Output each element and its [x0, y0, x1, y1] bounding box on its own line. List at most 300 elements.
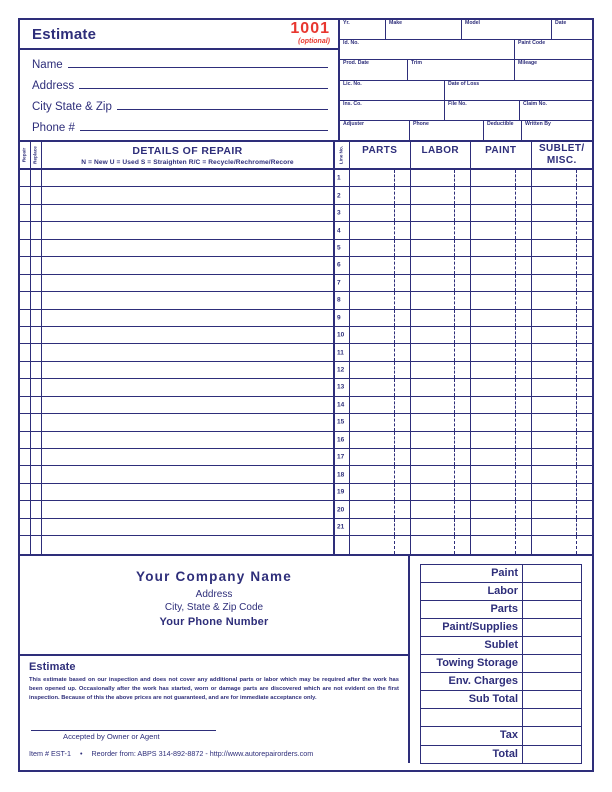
totals-row-paint [421, 565, 581, 583]
cell-details-of-repair[interactable] [42, 222, 335, 238]
line-number-label: 18 [337, 471, 345, 479]
cell-replace-checkbox[interactable] [31, 240, 42, 256]
terms-title: Estimate [29, 660, 76, 673]
cell-details-of-repair[interactable] [42, 362, 335, 378]
vehicle-info-row [340, 60, 592, 80]
cell-repair-checkbox[interactable] [20, 414, 31, 430]
cell-parts-amount[interactable] [350, 344, 411, 360]
cell-paint-amount[interactable] [471, 187, 532, 203]
cell-parts-amount[interactable] [350, 501, 411, 517]
cell-paint-amount[interactable] [471, 519, 532, 535]
cell-line-number [335, 432, 350, 448]
customer-field-city-state-zip-input[interactable] [117, 96, 328, 110]
totals-value-tax[interactable] [523, 727, 581, 744]
cell-parts-amount[interactable] [350, 170, 411, 186]
cell-details-of-repair[interactable] [42, 292, 335, 308]
cents-divider [576, 257, 577, 273]
cents-divider [576, 327, 577, 343]
cents-divider [394, 484, 395, 500]
cell-labor-amount[interactable] [411, 327, 472, 343]
cell-labor-amount[interactable] [411, 362, 472, 378]
cell-details-of-repair[interactable] [42, 432, 335, 448]
cell-labor-amount[interactable] [411, 257, 472, 273]
cell-parts-amount[interactable] [350, 484, 411, 500]
table-row[interactable] [20, 310, 592, 327]
cents-divider [576, 379, 577, 395]
cell-replace-checkbox[interactable] [31, 170, 42, 186]
cell-parts-amount[interactable] [350, 536, 411, 553]
cell-details-of-repair[interactable] [42, 536, 335, 553]
cell-replace-checkbox[interactable] [31, 414, 42, 430]
cell-parts-amount[interactable] [350, 187, 411, 203]
cell-sublet-misc-amount[interactable] [532, 379, 593, 395]
totals-label-towing-storage: Towing Storage [421, 655, 523, 672]
cents-divider [515, 310, 516, 326]
terms-body: This estimate based on our inspection and does not cover any additional parts or labor which may be required after the work has been opened up. Occasionally after the work has started, worn or damage parts are discovered which are not evident on the first inspection. Because of this the above prices are not guaranteed, and are for immediate acceptance only. [29, 676, 399, 702]
cell-line-number [335, 414, 350, 430]
cell-line-number [335, 222, 350, 238]
cell-details-of-repair[interactable] [42, 519, 335, 535]
cell-details-of-repair[interactable] [42, 170, 335, 186]
table-row[interactable] [20, 484, 592, 501]
cell-labor-amount[interactable] [411, 310, 472, 326]
company-name: Your Company Name [136, 568, 292, 584]
cell-repair-checkbox[interactable] [20, 205, 31, 221]
cell-repair-checkbox[interactable] [20, 222, 31, 238]
totals-value-towing-storage[interactable] [523, 655, 581, 672]
customer-field-phone[interactable] [32, 117, 328, 138]
cell-sublet-misc-amount[interactable] [532, 257, 593, 273]
cell-paint-amount[interactable] [471, 379, 532, 395]
cell-sublet-misc-amount[interactable] [532, 362, 593, 378]
cell-details-of-repair[interactable] [42, 310, 335, 326]
cents-divider [394, 536, 395, 553]
vehicle-field-paint-code[interactable]: Paint Code [518, 40, 546, 47]
cell-repair-checkbox[interactable] [20, 379, 31, 395]
cell-sublet-misc-amount[interactable] [532, 170, 593, 186]
vehicle-field-file-no[interactable]: File No. [445, 101, 520, 120]
column-header-parts-label: PARTS [362, 145, 398, 156]
vehicle-field-phone[interactable]: Phone [410, 121, 484, 140]
cell-replace-checkbox[interactable] [31, 292, 42, 308]
vehicle-field-date-of-loss[interactable]: Date of Loss [448, 80, 480, 87]
vehicle-field-deductible[interactable]: Deductible [484, 121, 522, 140]
cell-labor-amount[interactable] [411, 414, 472, 430]
cell-paint-amount[interactable] [471, 466, 532, 482]
cell-labor-amount[interactable] [411, 222, 472, 238]
cents-divider [576, 205, 577, 221]
customer-field-address[interactable] [32, 75, 328, 96]
customer-section [20, 20, 340, 140]
totals-value-total[interactable] [523, 746, 581, 763]
cell-parts-amount[interactable] [350, 432, 411, 448]
cell-parts-amount[interactable] [350, 275, 411, 291]
footer-item-number: Item # EST-1 [29, 748, 71, 758]
table-row[interactable] [20, 240, 592, 257]
cell-replace-checkbox[interactable] [31, 275, 42, 291]
cell-repair-checkbox[interactable] [20, 187, 31, 203]
cell-repair-checkbox[interactable] [20, 449, 31, 465]
table-row[interactable] [20, 275, 592, 292]
customer-field-phone-input[interactable] [80, 117, 328, 131]
table-row[interactable] [20, 292, 592, 309]
cell-line-number [335, 205, 350, 221]
cell-repair-checkbox[interactable] [20, 519, 31, 535]
cell-replace-checkbox[interactable] [31, 484, 42, 500]
cell-labor-amount[interactable] [411, 292, 472, 308]
cell-repair-checkbox[interactable] [20, 432, 31, 448]
header-section [20, 20, 592, 142]
cents-divider [394, 292, 395, 308]
cell-line-number [335, 484, 350, 500]
cell-details-of-repair[interactable] [42, 344, 335, 360]
cell-sublet-misc-amount[interactable] [532, 449, 593, 465]
company-and-terms [20, 556, 410, 763]
cell-parts-amount[interactable] [350, 362, 411, 378]
details-of-repair-title: DETAILS OF REPAIR [132, 145, 243, 157]
cell-parts-amount[interactable] [350, 292, 411, 308]
table-row[interactable] [20, 519, 592, 536]
cell-repair-checkbox[interactable] [20, 257, 31, 273]
cell-replace-checkbox[interactable] [31, 449, 42, 465]
cents-divider [454, 310, 455, 326]
cell-repair-checkbox[interactable] [20, 536, 31, 553]
table-row[interactable] [20, 432, 592, 449]
cell-sublet-misc-amount[interactable] [532, 310, 593, 326]
cents-divider [576, 466, 577, 482]
totals-label-parts: Parts [421, 601, 523, 618]
cell-repair-checkbox[interactable] [20, 484, 31, 500]
cents-divider [515, 432, 516, 448]
cents-divider [394, 362, 395, 378]
cell-replace-checkbox[interactable] [31, 432, 42, 448]
cell-labor-amount[interactable] [411, 344, 472, 360]
cell-labor-amount[interactable] [411, 501, 472, 517]
customer-field-name-input[interactable] [68, 54, 328, 68]
table-row[interactable] [20, 362, 592, 379]
cell-line-number [335, 257, 350, 273]
cents-divider [515, 484, 516, 500]
vehicle-info-row [340, 101, 592, 121]
cell-details-of-repair[interactable] [42, 240, 335, 256]
totals-value-labor[interactable] [523, 583, 581, 600]
totals-label-tax: Tax [421, 727, 523, 744]
cell-replace-checkbox[interactable] [31, 362, 42, 378]
totals-row-sublet [421, 637, 581, 655]
cell-parts-amount[interactable] [350, 327, 411, 343]
cell-parts-amount[interactable] [350, 257, 411, 273]
cell-sublet-misc-amount[interactable] [532, 484, 593, 500]
totals-row-parts [421, 601, 581, 619]
vehicle-field-id-no[interactable]: Id. No. [340, 40, 515, 59]
cents-divider [576, 519, 577, 535]
vehicle-field-written-by[interactable]: Written By [525, 120, 551, 127]
cell-details-of-repair[interactable] [42, 466, 335, 482]
column-header-parts [350, 142, 411, 168]
cell-paint-amount[interactable] [471, 170, 532, 186]
cell-repair-checkbox[interactable] [20, 275, 31, 291]
vehicle-field-date[interactable]: Date [555, 20, 567, 26]
cell-labor-amount[interactable] [411, 187, 472, 203]
table-row[interactable] [20, 170, 592, 187]
cents-divider [394, 205, 395, 221]
column-header-line-no-label: Line No. [338, 145, 344, 165]
cell-parts-amount[interactable] [350, 379, 411, 395]
cell-paint-amount[interactable] [471, 536, 532, 553]
cell-paint-amount[interactable] [471, 292, 532, 308]
cell-replace-checkbox[interactable] [31, 310, 42, 326]
cell-labor-amount[interactable] [411, 379, 472, 395]
cell-labor-amount[interactable] [411, 240, 472, 256]
cents-divider [576, 484, 577, 500]
table-row[interactable] [20, 501, 592, 518]
cell-parts-amount[interactable] [350, 222, 411, 238]
cell-parts-amount[interactable] [350, 205, 411, 221]
table-row[interactable] [20, 344, 592, 361]
table-row[interactable] [20, 466, 592, 483]
cell-labor-amount[interactable] [411, 205, 472, 221]
cell-paint-amount[interactable] [471, 484, 532, 500]
cents-divider [454, 449, 455, 465]
cell-replace-checkbox[interactable] [31, 187, 42, 203]
cell-labor-amount[interactable] [411, 484, 472, 500]
cell-sublet-misc-amount[interactable] [532, 240, 593, 256]
cents-divider [576, 344, 577, 360]
totals-label-sublet: Sublet [421, 637, 523, 654]
column-header-replace-label: Replace [32, 146, 38, 164]
cell-parts-amount[interactable] [350, 466, 411, 482]
cell-details-of-repair[interactable] [42, 257, 335, 273]
vehicle-field-make[interactable]: Make [386, 20, 462, 39]
cell-replace-checkbox[interactable] [31, 379, 42, 395]
cell-paint-amount[interactable] [471, 397, 532, 413]
table-row[interactable] [20, 449, 592, 466]
totals-section [410, 556, 592, 763]
cell-sublet-misc-amount[interactable] [532, 432, 593, 448]
signature-line[interactable] [31, 721, 216, 731]
cell-labor-amount[interactable] [411, 466, 472, 482]
cell-details-of-repair[interactable] [42, 275, 335, 291]
vehicle-field-claim-no[interactable]: Claim No. [523, 100, 547, 107]
cell-repair-checkbox[interactable] [20, 501, 31, 517]
cell-sublet-misc-amount[interactable] [532, 519, 593, 535]
line-number-label: 21 [337, 523, 345, 531]
cents-divider [454, 327, 455, 343]
cell-details-of-repair[interactable] [42, 414, 335, 430]
cell-replace-checkbox[interactable] [31, 466, 42, 482]
cell-labor-amount[interactable] [411, 519, 472, 535]
totals-value-blank[interactable] [523, 709, 581, 726]
cell-replace-checkbox[interactable] [31, 397, 42, 413]
cell-repair-checkbox[interactable] [20, 362, 31, 378]
cents-divider [394, 310, 395, 326]
cell-details-of-repair[interactable] [42, 379, 335, 395]
company-phone: Your Phone Number [159, 615, 269, 628]
totals-row-total [421, 746, 581, 764]
cell-labor-amount[interactable] [411, 449, 472, 465]
totals-value-parts[interactable] [523, 601, 581, 618]
cell-labor-amount[interactable] [411, 275, 472, 291]
cell-details-of-repair[interactable] [42, 327, 335, 343]
cell-replace-checkbox[interactable] [31, 257, 42, 273]
cell-parts-amount[interactable] [350, 449, 411, 465]
cell-repair-checkbox[interactable] [20, 327, 31, 343]
cell-sublet-misc-amount[interactable] [532, 222, 593, 238]
vehicle-info-row [340, 121, 592, 140]
cell-paint-amount[interactable] [471, 449, 532, 465]
cell-labor-amount[interactable] [411, 397, 472, 413]
repair-table [20, 142, 592, 556]
cell-sublet-misc-amount[interactable] [532, 292, 593, 308]
cell-parts-amount[interactable] [350, 240, 411, 256]
cell-details-of-repair[interactable] [42, 484, 335, 500]
cell-parts-amount[interactable] [350, 519, 411, 535]
cell-repair-checkbox[interactable] [20, 240, 31, 256]
cell-line-number [335, 187, 350, 203]
cell-repair-checkbox[interactable] [20, 170, 31, 186]
cell-replace-checkbox[interactable] [31, 222, 42, 238]
cell-labor-amount[interactable] [411, 536, 472, 553]
cents-divider [454, 414, 455, 430]
table-row[interactable] [20, 327, 592, 344]
cents-divider [515, 275, 516, 291]
vehicle-field-yr[interactable]: Yr. [340, 20, 386, 39]
totals-row-sub-total [421, 691, 581, 709]
customer-field-name[interactable] [32, 54, 328, 75]
cell-details-of-repair[interactable] [42, 187, 335, 203]
cell-paint-amount[interactable] [471, 205, 532, 221]
cents-divider [515, 222, 516, 238]
cell-replace-checkbox[interactable] [31, 519, 42, 535]
cents-divider [576, 310, 577, 326]
cell-paint-amount[interactable] [471, 501, 532, 517]
cell-replace-checkbox[interactable] [31, 205, 42, 221]
cell-paint-amount[interactable] [471, 432, 532, 448]
cell-parts-amount[interactable] [350, 397, 411, 413]
cell-sublet-misc-amount[interactable] [532, 187, 593, 203]
totals-value-sublet[interactable] [523, 637, 581, 654]
cell-sublet-misc-amount[interactable] [532, 397, 593, 413]
cents-divider [515, 379, 516, 395]
cell-sublet-misc-amount[interactable] [532, 536, 593, 553]
cents-divider [515, 466, 516, 482]
cell-parts-amount[interactable] [350, 414, 411, 430]
cell-sublet-misc-amount[interactable] [532, 414, 593, 430]
cents-divider [515, 501, 516, 517]
cell-details-of-repair[interactable] [42, 397, 335, 413]
cell-paint-amount[interactable] [471, 275, 532, 291]
table-row[interactable] [20, 536, 592, 553]
cell-paint-amount[interactable] [471, 257, 532, 273]
cents-divider [576, 536, 577, 553]
totals-row-towing-storage [421, 655, 581, 673]
cents-divider [515, 187, 516, 203]
vehicle-field-model[interactable]: Model [462, 20, 552, 39]
totals-value-sub-total[interactable] [523, 691, 581, 708]
totals-value-paint[interactable] [523, 565, 581, 582]
table-row[interactable] [20, 379, 592, 396]
cell-details-of-repair[interactable] [42, 449, 335, 465]
cell-paint-amount[interactable] [471, 240, 532, 256]
vehicle-field-prod-date[interactable]: Prod. Date [340, 60, 408, 79]
vehicle-field-mileage[interactable]: Mileage [518, 60, 538, 67]
vehicle-info-grid [340, 20, 592, 140]
table-row[interactable] [20, 397, 592, 414]
column-header-labor-label: LABOR [421, 145, 460, 156]
cell-labor-amount[interactable] [411, 432, 472, 448]
cell-details-of-repair[interactable] [42, 205, 335, 221]
cell-sublet-misc-amount[interactable] [532, 344, 593, 360]
company-block [20, 556, 408, 656]
cell-sublet-misc-amount[interactable] [532, 275, 593, 291]
totals-value-paint-supplies[interactable] [523, 619, 581, 636]
vehicle-field-ins-co[interactable]: Ins. Co. [340, 101, 445, 120]
vehicle-field-trim[interactable]: Trim [408, 60, 515, 79]
customer-field-city-state-zip[interactable] [32, 96, 328, 117]
cell-sublet-misc-amount[interactable] [532, 327, 593, 343]
cell-repair-checkbox[interactable] [20, 344, 31, 360]
column-header-repair-label: Repair [21, 147, 27, 163]
vehicle-field-adjuster[interactable]: Adjuster [340, 121, 410, 140]
cell-paint-amount[interactable] [471, 362, 532, 378]
vehicle-info-row [340, 81, 592, 101]
line-number-label: 17 [337, 453, 345, 461]
cents-divider [454, 362, 455, 378]
cell-line-number [335, 519, 350, 535]
table-row[interactable] [20, 222, 592, 239]
cell-paint-amount[interactable] [471, 327, 532, 343]
customer-field-address-input[interactable] [79, 75, 328, 89]
cell-replace-checkbox[interactable] [31, 501, 42, 517]
table-row[interactable] [20, 187, 592, 204]
cell-paint-amount[interactable] [471, 344, 532, 360]
cell-replace-checkbox[interactable] [31, 344, 42, 360]
cents-divider [394, 501, 395, 517]
cell-details-of-repair[interactable] [42, 501, 335, 517]
cell-line-number [335, 344, 350, 360]
column-header-paint-label: PAINT [485, 145, 517, 156]
totals-value-env-charges[interactable] [523, 673, 581, 690]
cell-paint-amount[interactable] [471, 310, 532, 326]
table-row[interactable] [20, 205, 592, 222]
line-number-label: 8 [337, 296, 341, 304]
cell-line-number [335, 310, 350, 326]
cell-replace-checkbox[interactable] [31, 327, 42, 343]
cents-divider [394, 222, 395, 238]
totals-row-labor [421, 583, 581, 601]
cell-repair-checkbox[interactable] [20, 397, 31, 413]
cell-paint-amount[interactable] [471, 222, 532, 238]
line-number-label: 6 [337, 261, 341, 269]
cents-divider [394, 170, 395, 186]
cell-repair-checkbox[interactable] [20, 466, 31, 482]
cell-labor-amount[interactable] [411, 170, 472, 186]
line-number-label: 16 [337, 436, 345, 444]
cell-repair-checkbox[interactable] [20, 310, 31, 326]
vehicle-field-lic-no[interactable]: Lic. No. [340, 81, 445, 100]
table-row[interactable] [20, 257, 592, 274]
estimate-title-bar [20, 20, 338, 50]
cell-paint-amount[interactable] [471, 414, 532, 430]
table-row[interactable] [20, 414, 592, 431]
cell-parts-amount[interactable] [350, 310, 411, 326]
cell-sublet-misc-amount[interactable] [532, 466, 593, 482]
cell-sublet-misc-amount[interactable] [532, 205, 593, 221]
cents-divider [394, 327, 395, 343]
cell-repair-checkbox[interactable] [20, 292, 31, 308]
cell-sublet-misc-amount[interactable] [532, 501, 593, 517]
cell-replace-checkbox[interactable] [31, 536, 42, 553]
